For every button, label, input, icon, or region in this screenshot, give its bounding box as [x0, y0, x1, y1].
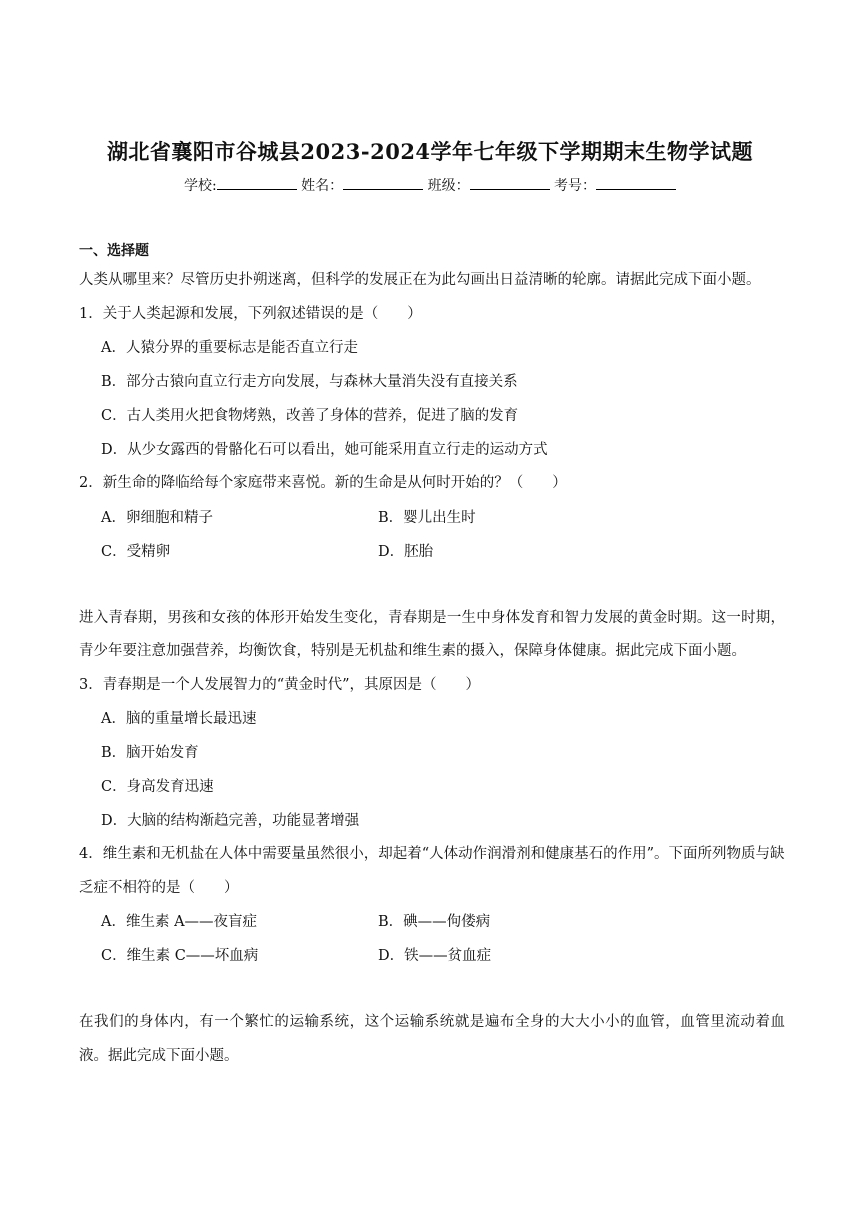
option-d: D．铁——贫血症: [378, 948, 492, 964]
option-c: C．维生素 C——坏血病: [101, 948, 259, 964]
exam-number-blank: [596, 177, 676, 190]
name-label: 姓名：: [301, 178, 344, 194]
class-field: [428, 175, 550, 195]
question-2: [79, 467, 785, 569]
name-blank: [343, 177, 423, 190]
option-b: B．部分古猿向直立行走方向发展，与森林大量消失没有直接关系: [101, 374, 518, 390]
question-3: [79, 669, 785, 839]
option-a: A．脑的重量增长最迅速: [101, 711, 257, 727]
passage-intro-1: 人类从哪里来？尽管历史扑朔迷离，但科学的发展正在为此勾画出日益清晰的轮廓。请据此完成下面小题。: [79, 272, 761, 288]
option-a: A．维生素 A——夜盲症: [101, 914, 258, 930]
school-field: [184, 175, 297, 195]
option-b: B．婴儿出生时: [378, 509, 476, 526]
option-b: B．碘——佝偻病: [378, 914, 491, 930]
class-label: 班级：: [427, 178, 470, 194]
question-1: [79, 298, 785, 468]
option-b: B．脑开始发育: [101, 745, 199, 761]
option-d: D．从少女露西的骨骼化石可以看出，她可能采用直立行走的运动方式: [101, 442, 548, 458]
option-d: D．大脑的结构渐趋完善，功能显著增强: [101, 813, 360, 829]
option-a: A．卵细胞和精子: [101, 509, 213, 526]
passage-intro-2: 进入青春期，男孩和女孩的体形开始发生变化，青春期是一生中身体发育和智力发展的黄金时期。这一时期，青少年要注意加强营养，均衡饮食，特别是无机盐和维生素的摄入，保障身体健康。据此完成下面小题。: [79, 609, 785, 659]
option-c: C．受精卵: [101, 543, 171, 560]
exam-number-label: 考号：: [554, 178, 597, 194]
exam-content: [79, 238, 785, 1073]
options-grid: [79, 501, 785, 569]
spacer: [79, 973, 785, 1006]
options-grid: [79, 905, 785, 973]
section-title: 一、选择题: [79, 243, 149, 259]
question-stem: 1．关于人类起源和发展，下列叙述错误的是（ ）: [79, 305, 422, 322]
option-d: D．胚胎: [378, 543, 434, 560]
option-c: C．身高发育迅速: [101, 779, 214, 795]
passage-intro-3: 在我们的身体内，有一个繁忙的运输系统，这个运输系统就是遍布全身的大大小小的血管，血管里流动着血液。据此完成下面小题。: [79, 1014, 785, 1064]
option-c: C．古人类用火把食物烤熟，改善了身体的营养，促进了脑的发育: [101, 408, 519, 424]
option-a: A．人猿分界的重要标志是能否直立行走: [101, 340, 358, 356]
question-stem: 4．维生素和无机盐在人体中需要量虽然很小，却起着“人体动作润滑剂和健康基石的作用”。下面所列物质与缺乏症不相符的是（ ）: [79, 846, 785, 896]
school-label: 学校:: [183, 178, 217, 194]
spacer: [79, 569, 785, 602]
exam-number-field: [554, 175, 676, 195]
name-field: [301, 175, 423, 195]
question-4: [79, 838, 785, 973]
student-info-row: [0, 175, 860, 195]
school-blank: [217, 177, 297, 190]
class-blank: [470, 177, 550, 190]
exam-title: 湖北省襄阳市谷城县2023-2024学年七年级下学期期末生物学试题: [106, 139, 754, 164]
question-stem: 2．新生命的降临给每个家庭带来喜悦。新的生命是从何时开始的？（ ）: [79, 475, 567, 491]
question-stem: 3．青春期是一个人发展智力的“黄金时代”，其原因是（ ）: [79, 676, 481, 693]
